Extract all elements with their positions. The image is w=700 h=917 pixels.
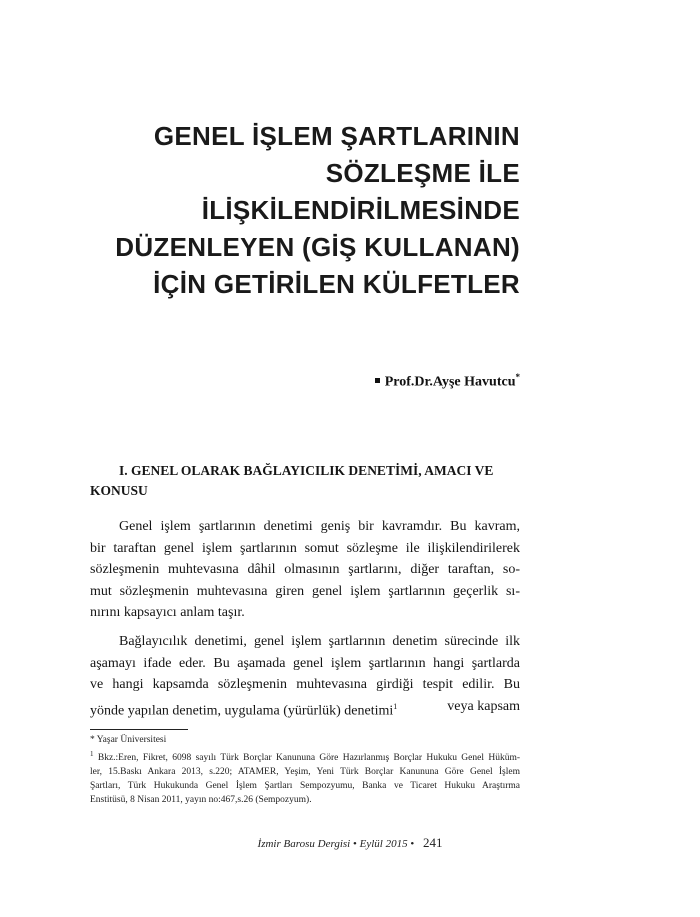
title-line: DÜZENLEYEN (GİŞ KULLANAN) bbox=[115, 232, 520, 262]
footnote-mark: 1 bbox=[90, 750, 94, 758]
paragraph-2 bbox=[90, 631, 520, 722]
footnote-line: Enstitüsü, 8 Nisan 2011, yayın no:467,s.26 (Sempozyum). bbox=[90, 795, 312, 806]
journal-name: İzmir Barosu Dergisi bbox=[257, 838, 351, 850]
paragraph-line: Genel işlem şartlarının denetimi geniş bir kavramdır. Bu kavram, bbox=[119, 519, 520, 534]
paragraph-line: bir taraftan genel işlem şartlarının somut sözleşme ile ilişkilendirilerek bbox=[90, 540, 520, 556]
issue-date: Eylül 2015 bbox=[359, 838, 408, 850]
footer-separator: • bbox=[353, 838, 357, 850]
title-line: İLİŞKİLENDİRİLMESİNDE bbox=[201, 195, 520, 225]
paragraph-line: nırını kapsayıcı anlam taşır. bbox=[90, 605, 245, 620]
page-footer bbox=[0, 835, 700, 851]
paragraph-line: Bağlayıcılık denetimi, genel işlem şartlarının denetim sürecinde ilk bbox=[119, 634, 520, 649]
paragraph-line: ve hangi kapsamda sözleşmenin muhtevasına girdiği tespit edilir. Bu bbox=[90, 677, 520, 692]
section-heading bbox=[90, 461, 520, 501]
footnote-affiliation: * Yaşar Üniversitesi bbox=[90, 735, 167, 745]
footnote-line bbox=[90, 747, 520, 765]
paragraph-line bbox=[90, 696, 520, 722]
footnote-line: ler, 15.Baskı Ankara 2013, s.220; ATAMER, Yeşim, Yeni Türk Borçlar Kanununa Göre Genel İşlem bbox=[90, 767, 520, 778]
footnote-divider bbox=[90, 729, 188, 730]
footnotes bbox=[90, 733, 520, 807]
page-number: 241 bbox=[422, 835, 443, 850]
title-line: İÇİN GETİRİLEN KÜLFETLER bbox=[153, 269, 520, 299]
footnote-line: Şartları, Türk Hukukunda Genel İşlem Şartları Sempozyumu, Banka ve Ticaret Hukuku Araştırma bbox=[90, 781, 520, 792]
title-line: SÖZLEŞME İLE bbox=[325, 158, 520, 188]
article-title bbox=[90, 118, 520, 303]
author-line bbox=[375, 372, 520, 391]
section-heading-line: I. GENEL OLARAK BAĞLAYICILIK DENETİMİ, AMACI VE bbox=[119, 463, 494, 478]
footnote-ref[interactable]: 1 bbox=[393, 701, 398, 711]
paragraph-line: aşamayı ifade eder. Bu aşamada genel işlem şartlarının hangi şartlarda bbox=[90, 655, 520, 671]
title-line: GENEL İŞLEM ŞARTLARININ bbox=[153, 121, 520, 151]
paragraph-line-text: veya kapsam bbox=[447, 698, 520, 714]
footnote-text: Bkz.:Eren, Fikret, 6098 sayılı Türk Borçlar Kanununa Göre Hazırlanmış Borçlar Hukuku Genel Hüküm- bbox=[97, 753, 521, 764]
author-name: Prof.Dr.Ayşe Havutcu bbox=[384, 374, 516, 390]
square-bullet-icon bbox=[375, 378, 380, 383]
footer-separator: • bbox=[410, 838, 415, 850]
author-footnote-mark: * bbox=[515, 372, 520, 382]
paragraph-1 bbox=[90, 516, 520, 624]
section-heading-line: KONUSU bbox=[90, 483, 148, 498]
paragraph-line: mut sözleşmenin muhtevasına giren genel işlem şartlarının geçerlik sı- bbox=[90, 583, 520, 599]
paragraph-line-text: yönde yapılan denetim, uygulama (yürürlük) denetimi bbox=[90, 703, 394, 719]
paragraph-line: sözleşmenin muhtevasına dâhil olmasının şartlarını, diğer taraftan, so- bbox=[90, 562, 520, 577]
